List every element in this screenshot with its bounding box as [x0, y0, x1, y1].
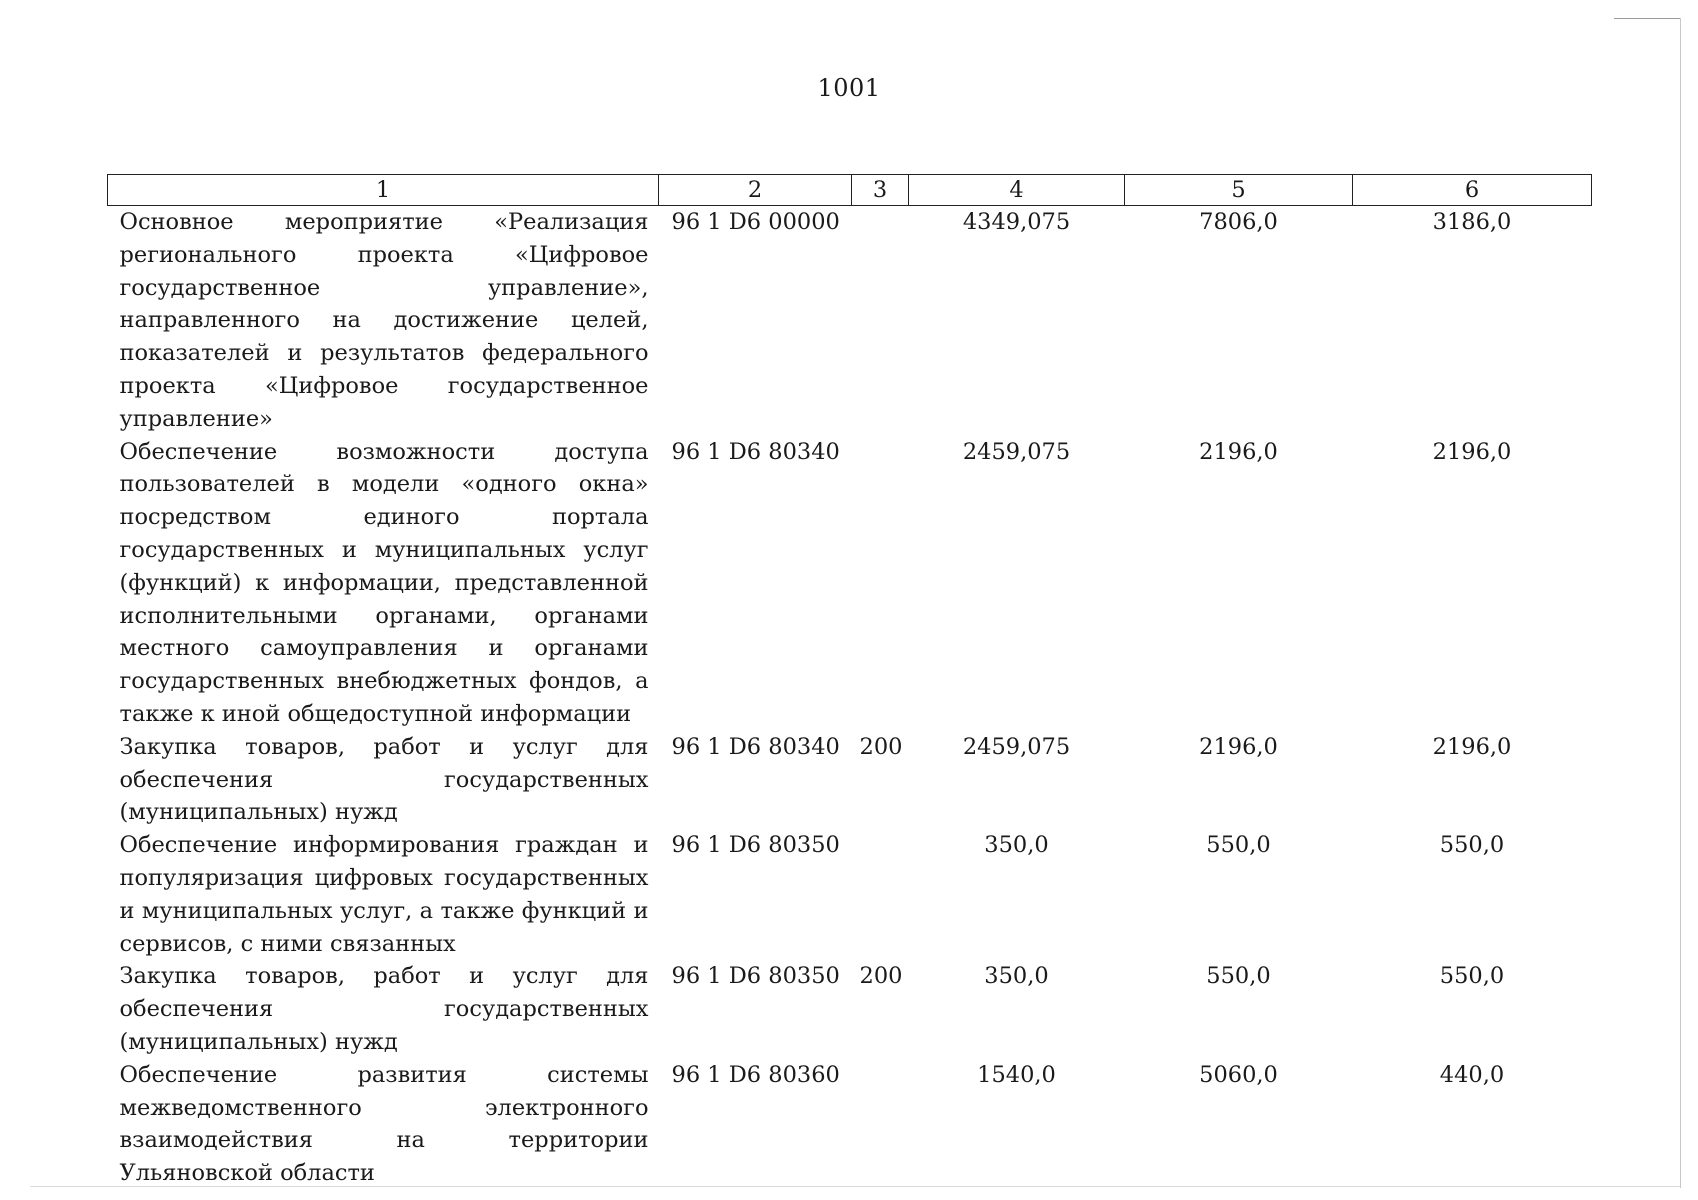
column-header-3: 3 [852, 175, 909, 206]
budget-table-container [107, 174, 1591, 1190]
row-value-6: 2196,0 [1432, 438, 1512, 465]
row-name: Обеспечение развития системы межведомственного электронного взаимодействия на территории Ульяновской области [119, 1061, 649, 1187]
scan-edge-bottom [30, 1186, 1680, 1187]
row-expense-type [852, 829, 909, 960]
table-row [108, 206, 1592, 436]
row-value-4: 2459,075 [962, 733, 1071, 760]
row-expense-type [852, 206, 909, 436]
header-row [108, 175, 1592, 206]
table-body [108, 206, 1592, 1190]
row-value-4: 1540,0 [977, 1061, 1056, 1088]
row-expense-type: 200 [859, 733, 903, 760]
row-code: 96 1 D6 00000 [671, 209, 840, 235]
row-name: Основное мероприятие «Реализация регионального проекта «Цифровое государственное управление», направленного на достижение целей, показателей и результатов федерального проекта «Цифровое государственное управление» [119, 209, 649, 432]
page-number: 1001 [817, 74, 881, 102]
row-value-6: 2196,0 [1432, 733, 1512, 760]
row-value-5: 2196,0 [1199, 733, 1278, 760]
row-value-6: 3186,0 [1432, 209, 1512, 235]
row-value-6: 550,0 [1439, 963, 1505, 990]
row-code: 96 1 D6 80350 [671, 832, 840, 859]
scan-edge-right [1680, 18, 1681, 1188]
column-header-5: 5 [1125, 175, 1353, 206]
row-value-4: 350,0 [984, 963, 1049, 990]
row-expense-type [852, 1059, 909, 1190]
column-header-4: 4 [909, 175, 1125, 206]
row-code: 96 1 D6 80360 [671, 1061, 840, 1088]
table-row [108, 829, 1592, 960]
row-value-5: 550,0 [1206, 963, 1271, 990]
table-row [108, 731, 1592, 829]
column-header-1: 1 [108, 175, 659, 206]
column-header-6: 6 [1353, 175, 1592, 206]
table-header [108, 175, 1592, 206]
row-value-5: 7806,0 [1199, 209, 1278, 235]
row-code: 96 1 D6 80350 [671, 963, 840, 990]
row-expense-type [852, 436, 909, 731]
row-expense-type: 200 [859, 963, 903, 990]
row-value-6: 440,0 [1439, 1061, 1505, 1088]
row-code: 96 1 D6 80340 [671, 733, 840, 760]
row-code: 96 1 D6 80340 [671, 438, 840, 465]
row-value-4: 350,0 [984, 832, 1049, 859]
budget-table [107, 174, 1592, 1190]
column-header-2: 2 [659, 175, 852, 206]
row-name: Обеспечение возможности доступа пользователей в модели «одного окна» посредством единого портала государственных и муниципальных услуг (функций) к информации, представленной исполнительными органами, органами местного самоуправления и органами государственных внебюджетных фондов, а также к иной общедоступной информации [119, 438, 649, 727]
table-row [108, 1059, 1592, 1190]
row-value-5: 550,0 [1206, 832, 1271, 859]
row-value-5: 5060,0 [1199, 1061, 1278, 1088]
row-name: Закупка товаров, работ и услуг для обеспечения государственных (муниципальных) нужд [119, 963, 649, 1055]
row-value-4: 4349,075 [962, 209, 1071, 235]
row-name: Закупка товаров, работ и услуг для обеспечения государственных (муниципальных) нужд [119, 733, 649, 826]
row-value-4: 2459,075 [962, 438, 1071, 465]
table-row [108, 960, 1592, 1058]
row-value-5: 2196,0 [1199, 438, 1278, 465]
scan-edge-top-right [1614, 18, 1680, 19]
row-value-6: 550,0 [1439, 832, 1505, 859]
row-name: Обеспечение информирования граждан и популяризация цифровых государственных и муниципальных услуг, а также функций и сервисов, с ними связанных [119, 832, 649, 957]
table-row [108, 436, 1592, 731]
